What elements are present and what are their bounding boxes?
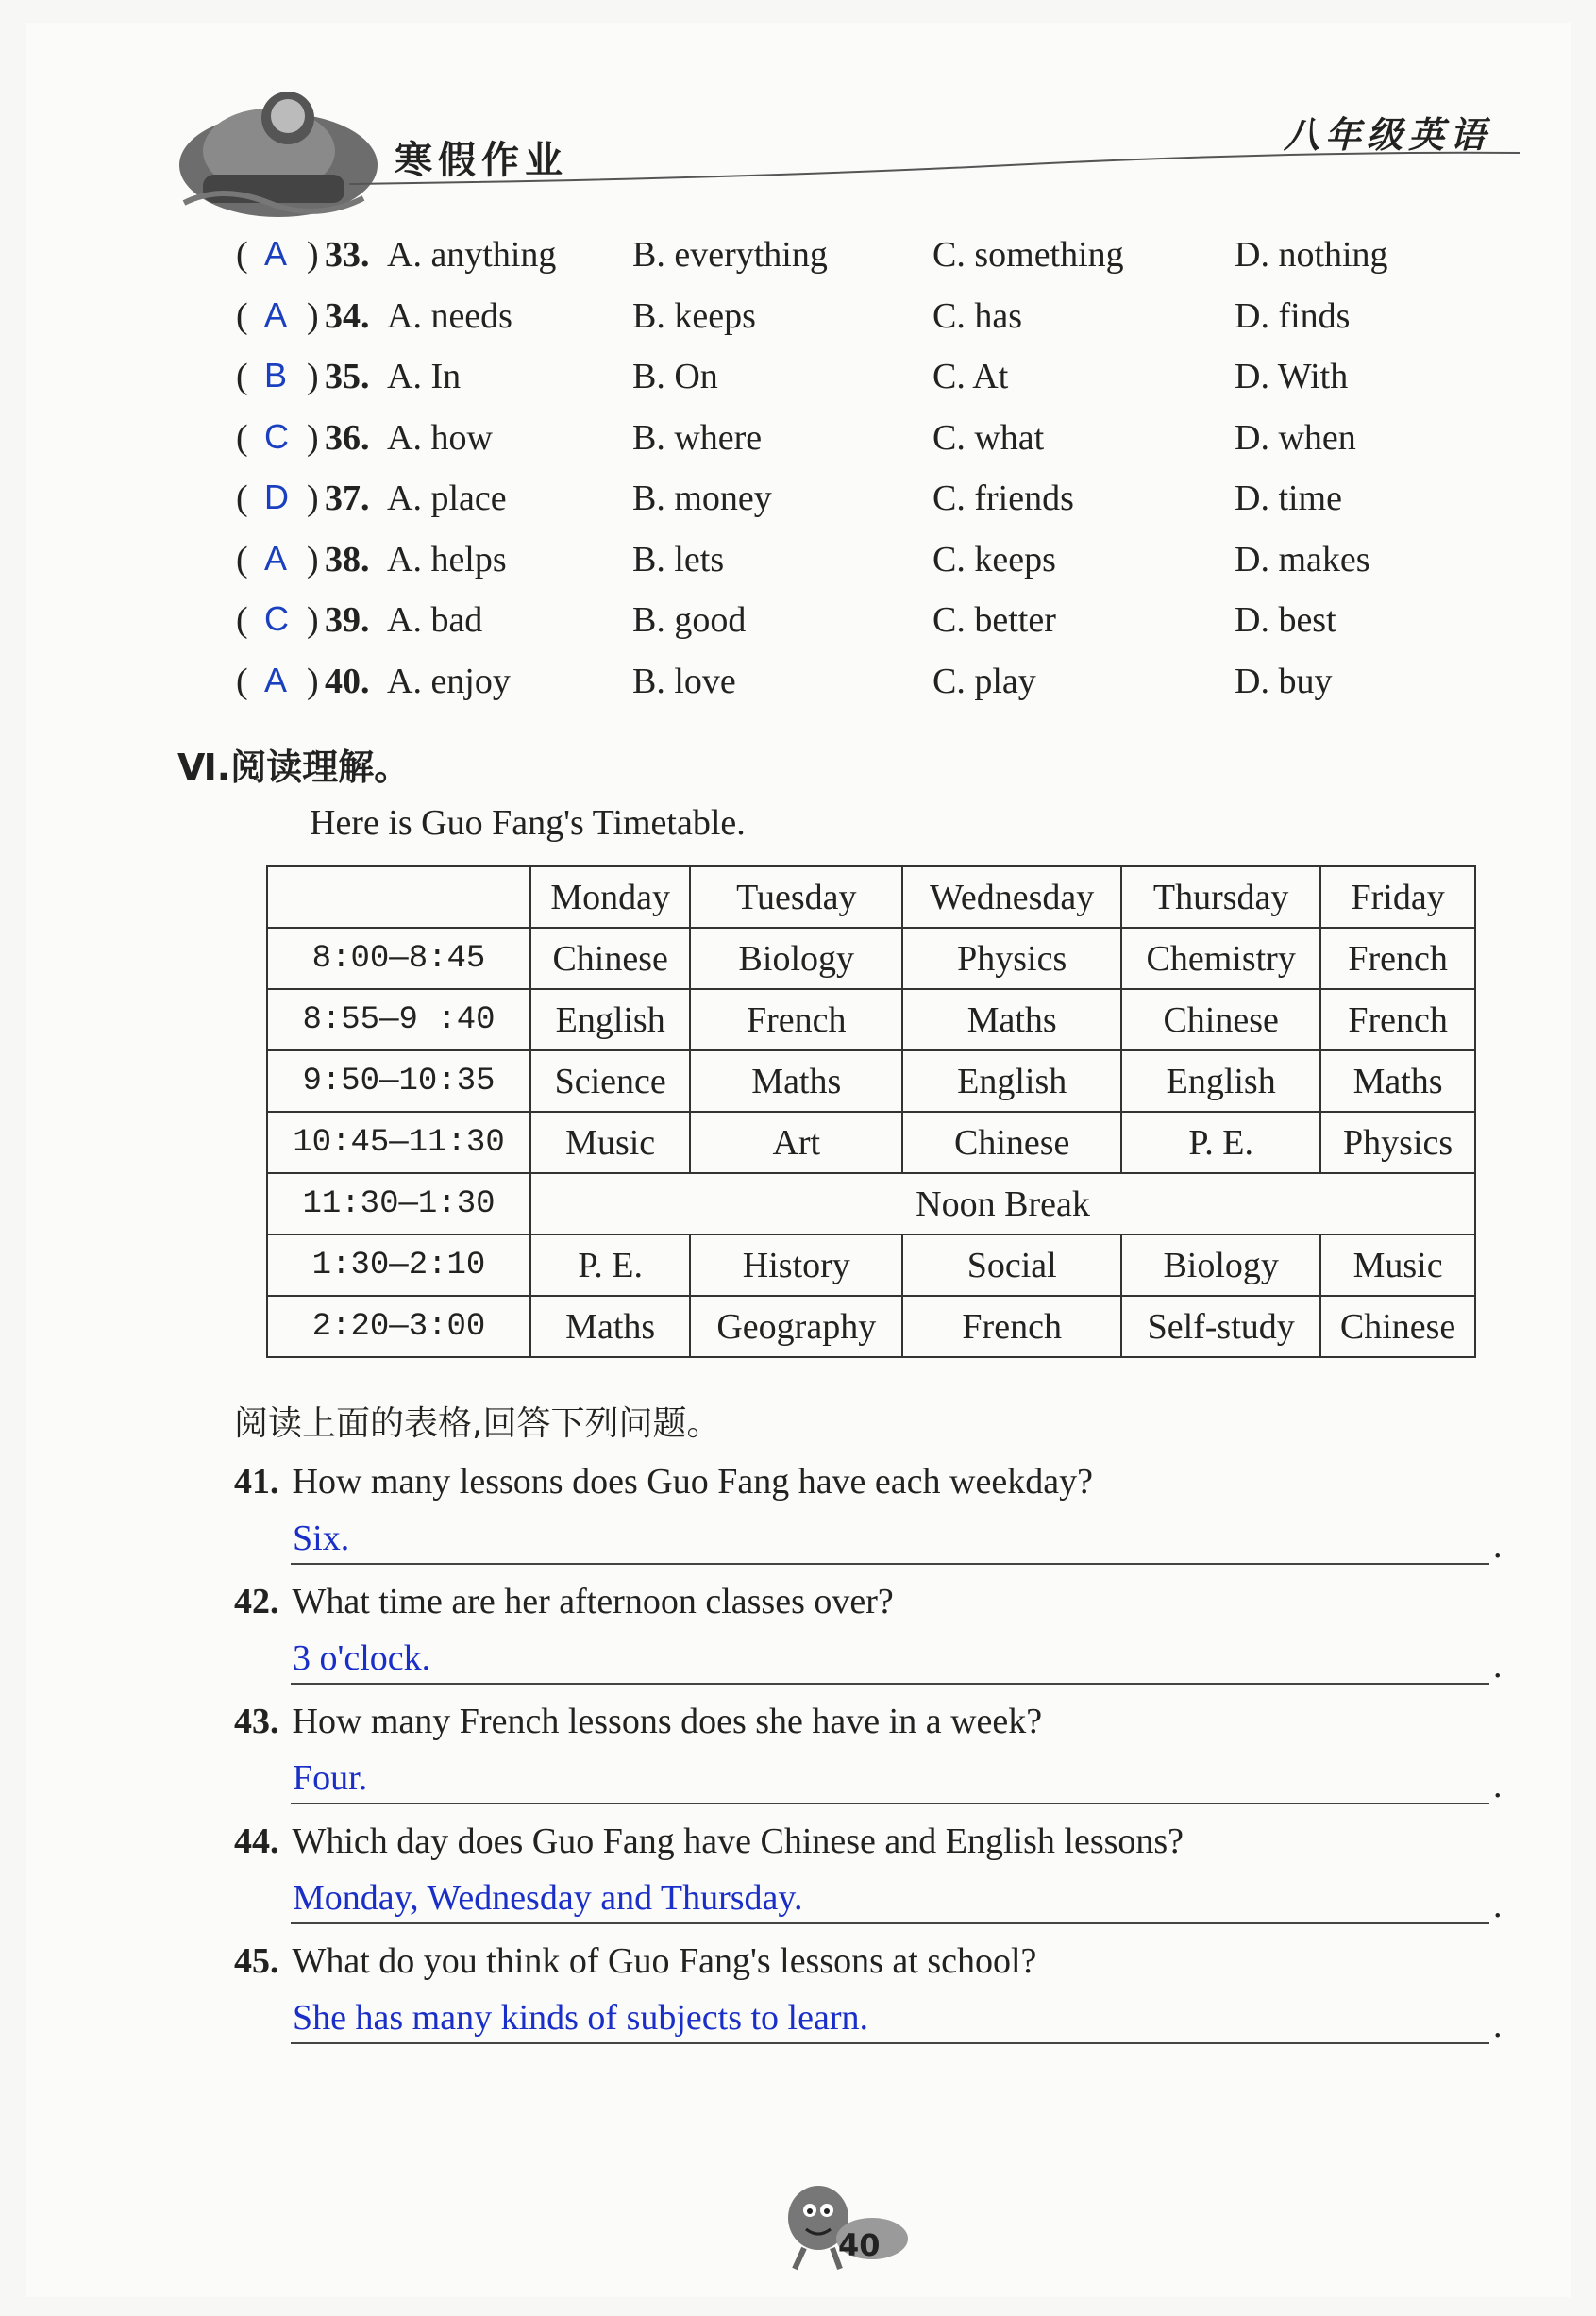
question [234, 1940, 1036, 1982]
subject-cell: Art [690, 1112, 902, 1173]
subject-cell: Physics [902, 928, 1121, 989]
option-d: D. buy [1235, 661, 1333, 701]
option-c: C. has [932, 295, 1022, 336]
mc-paren-left: ( [236, 600, 248, 640]
answer-text: She has many kinds of subjects to learn. [293, 1998, 869, 2038]
answer-text: 3 o'clock. [293, 1638, 431, 1678]
mc-answer: C [264, 416, 289, 456]
day-header: Tuesday [690, 866, 902, 928]
option-b: B. money [632, 478, 772, 518]
option-c: C. keeps [932, 539, 1056, 579]
day-header: Monday [530, 866, 690, 928]
timetable [266, 865, 1476, 1358]
option-c: C. At [932, 357, 1009, 396]
mc-paren-right: ) [307, 295, 319, 336]
subject-cell: Music [530, 1112, 690, 1173]
option-a: A. enjoy [387, 661, 511, 701]
time-cell: 9:50—10:35 [267, 1050, 530, 1112]
subject-cell: Chinese [902, 1112, 1121, 1173]
subject-cell: Music [1320, 1234, 1475, 1296]
timetable-row [267, 1050, 1475, 1112]
question [234, 1581, 894, 1622]
subject-cell: French [690, 989, 902, 1050]
subject-cell: Maths [530, 1296, 690, 1357]
subject-cell: Chinese [1320, 1296, 1475, 1357]
header-corner-cell [267, 866, 530, 928]
subject-cell: Maths [690, 1050, 902, 1112]
mc-paren-right: ) [307, 417, 319, 458]
answer-period: . [1493, 1886, 1503, 1925]
timetable-row [267, 1234, 1475, 1296]
option-c: C. play [932, 661, 1036, 701]
mc-answer: A [264, 538, 288, 578]
answer-line[interactable] [291, 1989, 1489, 2044]
option-d: D. With [1235, 357, 1349, 396]
mc-number: 36. [325, 417, 370, 458]
option-d: D. time [1235, 478, 1342, 518]
mc-paren-right: ) [307, 235, 319, 275]
time-cell: 8:00—8:45 [267, 928, 530, 989]
mc-number: 40. [325, 661, 370, 701]
day-header: Thursday [1121, 866, 1320, 928]
option-b: B. where [632, 417, 763, 458]
time-cell: 11:30—1:30 [267, 1173, 530, 1234]
noon-break-row [267, 1173, 1475, 1234]
subject-cell: Physics [1320, 1112, 1475, 1173]
subject-cell: Maths [1320, 1050, 1475, 1112]
option-d: D. makes [1235, 539, 1370, 579]
answer-period: . [1493, 1646, 1503, 1686]
answer-text: Six. [293, 1519, 350, 1558]
noon-break-cell: Noon Break [530, 1173, 1475, 1234]
mc-number: 37. [325, 478, 370, 518]
option-d: D. finds [1235, 295, 1351, 336]
question [234, 1701, 1042, 1742]
subject-cell: Biology [690, 928, 902, 989]
answer-text: Monday, Wednesday and Thursday. [293, 1878, 803, 1918]
subject-cell: Science [530, 1050, 690, 1112]
subject-cell: French [902, 1296, 1121, 1357]
answer-period: . [1493, 1766, 1503, 1805]
question-text: How many French lessons does she have in a week? [292, 1702, 1043, 1741]
question [234, 1821, 1184, 1862]
mc-paren-left: ( [236, 295, 248, 336]
answer-line[interactable] [291, 1630, 1489, 1685]
option-d: D. best [1235, 600, 1336, 640]
mc-answer: B [264, 356, 288, 394]
option-b: B. keeps [632, 295, 756, 336]
mc-paren-right: ) [307, 478, 319, 518]
subject-cell: English [530, 989, 690, 1050]
mc-answer: C [264, 599, 289, 638]
day-header: Friday [1320, 866, 1475, 928]
option-a: A. bad [387, 600, 483, 640]
subject-cell: History [690, 1234, 902, 1296]
mc-paren-right: ) [307, 539, 319, 579]
option-c: C. better [932, 600, 1056, 640]
option-b: B. lets [632, 539, 725, 579]
timetable-intro: Here is Guo Fang's Timetable. [310, 803, 746, 843]
answer-line[interactable] [291, 1870, 1489, 1924]
day-header: Wednesday [902, 866, 1121, 928]
option-c: C. friends [932, 478, 1074, 518]
subject-cell: P. E. [530, 1234, 690, 1296]
subject-cell: Chinese [1121, 989, 1320, 1050]
answer-period: . [1493, 1526, 1503, 1566]
question-text: Which day does Guo Fang have Chinese and English lessons? [292, 1821, 1184, 1861]
mc-paren-left: ( [236, 539, 248, 579]
mc-answer: A [264, 234, 288, 273]
question-text: How many lessons does Guo Fang have each weekday? [292, 1462, 1093, 1502]
question [234, 1461, 1093, 1502]
instruction: 阅读上面的表格,回答下列问题。 [234, 1404, 721, 1443]
time-cell: 2:20—3:00 [267, 1296, 530, 1357]
mc-paren-left: ( [236, 417, 248, 458]
subject-cell: Social [902, 1234, 1121, 1296]
mc-number: 33. [325, 235, 370, 275]
answer-period: . [1493, 2006, 1503, 2045]
answer-line[interactable] [291, 1510, 1489, 1565]
timetable-header-row [267, 866, 1475, 928]
mc-number: 34. [325, 295, 370, 336]
header-grade: 八年级英语 [1284, 114, 1492, 156]
option-b: B. everything [632, 235, 828, 275]
subject-cell: Maths [902, 989, 1121, 1050]
header-title: 寒假作业 [395, 139, 568, 182]
timetable-row [267, 989, 1475, 1050]
option-d: D. nothing [1235, 235, 1388, 275]
subject-cell: Geography [690, 1296, 902, 1357]
subject-cell: P. E. [1121, 1112, 1320, 1173]
mc-answer: A [264, 294, 288, 334]
section-heading: Ⅵ.阅读理解。 [177, 747, 411, 788]
option-d: D. when [1235, 417, 1356, 458]
mc-paren-left: ( [236, 661, 248, 701]
mc-answer: A [264, 660, 288, 699]
question-text: What time are her afternoon classes over? [292, 1582, 894, 1621]
mc-paren-right: ) [307, 357, 319, 396]
option-a: A. helps [387, 539, 507, 579]
subject-cell: French [1320, 928, 1475, 989]
option-b: B. good [632, 600, 747, 640]
mc-paren-left: ( [236, 235, 248, 275]
subject-cell: French [1320, 989, 1475, 1050]
mc-paren-left: ( [236, 357, 248, 396]
mc-paren-right: ) [307, 600, 319, 640]
option-a: A. In [387, 357, 462, 396]
subject-cell: Chinese [530, 928, 690, 989]
mc-number: 38. [325, 539, 370, 579]
question-number: 44. [234, 1821, 279, 1861]
answer-line[interactable] [291, 1750, 1489, 1804]
mc-paren-right: ) [307, 661, 319, 701]
page-number: 40 [838, 2227, 881, 2263]
option-c: C. what [932, 417, 1045, 458]
question-text: What do you think of Guo Fang's lessons at school? [292, 1941, 1037, 1981]
time-cell: 10:45—11:30 [267, 1112, 530, 1173]
mc-number: 39. [325, 600, 370, 640]
option-c: C. something [932, 235, 1124, 275]
answer-text: Four. [293, 1758, 368, 1798]
option-b: B. On [632, 357, 718, 396]
timetable-row [267, 928, 1475, 989]
question-number: 42. [234, 1582, 279, 1621]
mc-paren-left: ( [236, 478, 248, 518]
option-a: A. place [387, 478, 507, 518]
option-b: B. love [632, 661, 736, 701]
option-a: A. how [387, 417, 493, 458]
mc-answer: D [264, 478, 289, 516]
mc-number: 35. [325, 357, 370, 396]
subject-cell: Biology [1121, 1234, 1320, 1296]
question-number: 41. [234, 1462, 279, 1502]
subject-cell: English [902, 1050, 1121, 1112]
time-cell: 1:30—2:10 [267, 1234, 530, 1296]
option-a: A. anything [387, 235, 557, 275]
time-cell: 8:55—9 :40 [267, 989, 530, 1050]
option-a: A. needs [387, 295, 512, 336]
subject-cell: English [1121, 1050, 1320, 1112]
timetable-row [267, 1296, 1475, 1357]
question-number: 45. [234, 1941, 279, 1981]
question-number: 43. [234, 1702, 279, 1741]
subject-cell: Chemistry [1121, 928, 1320, 989]
subject-cell: Self-study [1121, 1296, 1320, 1357]
timetable-row [267, 1112, 1475, 1173]
